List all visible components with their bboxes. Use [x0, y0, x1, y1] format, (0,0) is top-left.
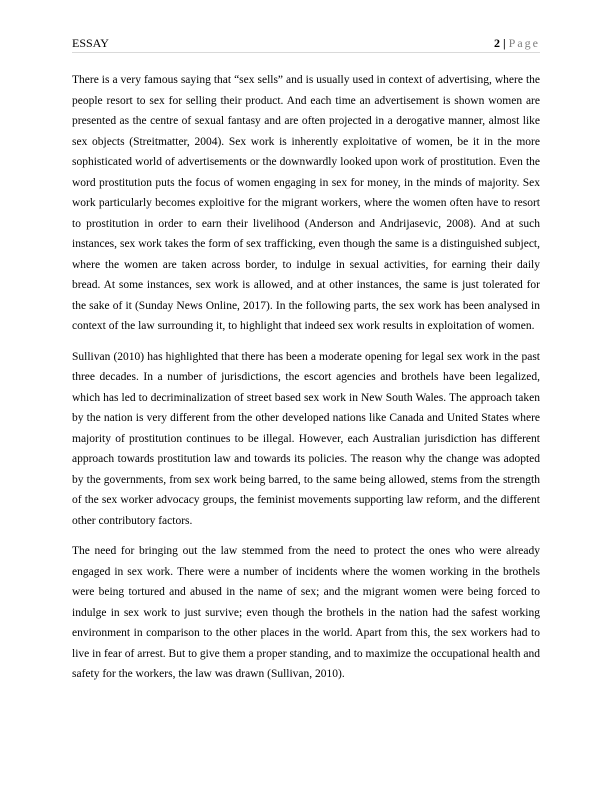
page-word: Page: [508, 36, 540, 50]
header-title: ESSAY: [72, 36, 109, 50]
page-header: [72, 34, 540, 53]
page-number: 2: [494, 36, 501, 50]
paragraph-2: Sullivan (2010) has highlighted that there has been a moderate opening for legal sex work in the past three decades. In a number of jurisdictions, the escort agencies and brothels have been legalized, which has led to decriminalization of street based sex work in New South Wales. The approach taken by the nation is very different from the other developed nations like Canada and United States where majority of prostitution continues to be illegal. However, each Australian jurisdiction has different approach towards prostitution law and towards its policies. The reason why the change was adopted by the governments, from sex work being barred, to the same being allowed, stems from the strength of the sex worker advocacy groups, the feminist movements supporting law reform, and the different other contributory factors.: [72, 350, 540, 527]
paragraph-3: The need for bringing out the law stemmed from the need to protect the ones who were already engaged in sex work. There were a number of incidents where the women working in the brothels were being tortured and abused in the name of sex; and the migrant women were being forced to indulge in sex work to just survive; even though the brothels in the nation had the safest working environment in comparison to the other places in the world. Apart from this, the sex workers had to live in fear of arrest. But to give them a proper standing, and to maximize the occupational health and safety for the workers, the law was drawn (Sullivan, 2010).: [72, 545, 540, 680]
page-indicator: [494, 35, 540, 51]
paragraph-1: There is a very famous saying that “sex sells” and is usually used in context of advertising, where the people resort to sex for selling their product. And each time an advertisement is shown women are presented as the centre of sexual fantasy and are often projected in a derogative manner, almost like sex objects (Streitmatter, 2004). Sex work is inherently exploitative of women, be it in the more sophisticated world of advertisements or the downwardly looked upon work of prostitution. Even the word prostitution puts the focus of women engaging in sex for money, in the minds of majority. Sex work particularly becomes exploitive for the migrant workers, where the women often have to resort to prostitution in order to earn their livelihood (Anderson and Andrijasevic, 2008). And at such instances, sex work takes the form of sex trafficking, even though the same is a distinguished subject, where the women are taken across border, to indulge in sexual activities, for earning their daily bread. At some instances, sex work is allowed, and at other instances, the same is just tolerated for the sake of it (Sunday News Online, 2017). In the following parts, the sex work has been analysed in context of the law surrounding it, to highlight that indeed sex work results in exploitation of women.: [72, 74, 540, 332]
essay-body: [72, 70, 540, 695]
page-separator: |: [503, 36, 509, 50]
